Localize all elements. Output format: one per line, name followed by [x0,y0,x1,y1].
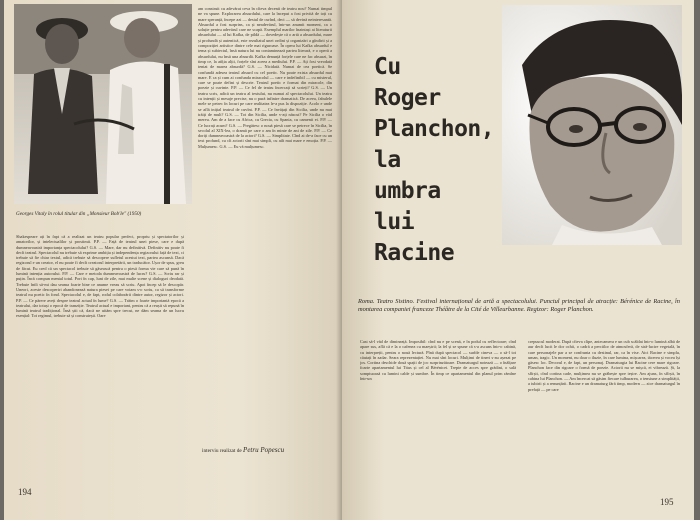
left-page [4,0,342,520]
left-column-b: am construit cu adevărat ceva în cîteva decenii de teatru nou? Numai timpul ne va spune. Explorarea absurdului, care la început a fost privită de toți cu mare speranță, începe azi — destul de curînd, deci — să devină neinteresantă. Absurdul a fost surprins, ca și neadevărul, într-un anumit moment, ca o soluție pentru adevărul care ne scapă. Exemplul marilor înaintași ai literaturii absurdului — al lui Kafka, de pildă — dovedește că o artă a absurdului, mare și profundă și autentică, este rezultatul unei ordini și organizări a gîndirii și a compoziției artistice dintre cele mai riguroase. În opera lui Kafka absurdul e tema și subiectul, însă natura lui nu contaminează partea literară, e o operă a absurdului, nu însă una absurdă. Kafka denunță forțele care ne fac absurzi, în timp ce, la atîția alții, forțele sînt aceea a mediului. P.P. — Ați fost vreodată tentat de marea absurdă? G.S. — Nicidată. Numai de cea poetică. Se confundă adesea teatrul absurd cu cel poetic. Nu poate exista absurdul mai mare. E ca și cum ai confunda miracolul — care e indefinibil — cu misterul, care se poate defini și descrie. Teatrul poetic e format din miracole, din poezie și cuvinte. P.P. — Ce fel de teatru încercați să scrieți? G.S. — Un teatru scris, adică un teatru al textului, nu numai al spectacolului. Un teatru cu intenții și mesaje precise, nu o pură infinire dramatică. De aceea, fabulele mele se petrec în locuri pe care realitatea le-a pus la dispoziție. Acolo e unde se află inițial teatrul de cuvînt. P.P. — Ce învățați din Sicilia, unde nu mai trăiți de mult? G.S. — Tot din Sicilia, unde v-ați născut? Pe Sicilia o văd mereu. Am de a face cu Africa, cu Grecia, cu Spania, cu oamenii ei. P.P. — Ce lucrați acum? G.S. — Pregătesc o nouă piesă care se petrece în Sicilia, în secolul al XIX-lea, o dramă pe care o am în minte de ani de zile. P.P. — Ce doriți dumneavoastră de la actori? G.S. — Simplitate. Cînd ai de-a face cu un text profund, cu cît actorii sînt mai simpli, cu atît mai mare e emoția. P.P. — Mulțumesc. G.S. — Eu vă mulțumesc. [198,6,332,149]
title-line: umbra [374,178,441,204]
interview-signature [202,446,332,454]
left-column-a: Shakespeare ați în fapt că a realizat un teatru popular perfect, propriu și spectatorilor și amatorilor, și intelectualilor și prostimii. P.P. — Față de teatrul unei piese, care e după dumneavoastră importanța spectacolului? G.S. — Mare, dar nu definitivă. Definitiv nu poate fi decît teatrul. Spectacolul nu trebuie să exprime ambiția și independența regizorului față de text, ci trebuie să fie chiar textul, adică trebuie să descopere sufletul acestui text, partea ascunsă. Dacă regizorul e un creator, el nu poate fi decît creatorul interpretării, un traducător. Ușor de spus, greu de făcut. Eu cred că un spectacol trebuie să găsească pentru o piesă forma vie care să pună în lumină intenția autorului. P.P. — Care e metoda dumneavoastră de lucru? G.S. — Scriu rar și puțin. Încă compun mental totul. Port în cap, luni de zile, mai multe scene și dialoguri deodată. Trebuie întîi să-mi dau seama foarte bine ce anume vreau să scriu. Apoi încep să le descopăr. Uneori, aceste descoperiri abandonează natura piesei pe care voiam s-o scriu, ca să transforme teatrul nu poetic în fond. Spectacolul e, de fapt, rodul colaborării dintre autor, regizor și actori. P.P. — Ce părere aveți despre teatrul actual în lume? G.S. — Trăim o foarte importantă epocă a teatrului, dar totuși o epocă de tranziție. Teatrul actual e important, pentru că a reușit să repună în lumină teatrul tradițional. Însă știi că, dacă ne uităm spre trecut, ne dăm seama de un lucru esențial: Tot regimul, trebuie să și construiești. Oare [16,234,184,319]
right-column-b: crepuscul moderat. După cîteva clipe, antecamera e un cub scăldat într-o lumină albă de aur decît lucit le dor ochii, o cadră a perciilor de atmosferă, de stră-lucire vegetală, în care personajele par a se confrunta cu destinul, rar, ca în vise. Aici Racine e simplu, uman, tragic. Un moment, nu doar o iluzie, în care lumina, mișcarea, tăcerea și vocea își găsesc loc. Decorul e, de fapt, un personaj. Dramaturgia lui Racine cere mare rigoare. Planchon face din rigoare o formă de poezie. Actorii nu se mișcă, ei vibrează. Și, la sfîrșit, cînd cortina cade, mulțimea nu se grăbește spre ieșire. Am ajuns, în sfîrșit, în cabina lui Planchon. — Am încercat să găsim fiecare tulburarea, o tensiune a simplității, a iubirii și a renunțării. Racine e un dramaturg fără timp, modern — zice dramaturgul în prefață — pe care [528,339,680,392]
title-line: lui [374,209,415,235]
title-line: Racine [374,240,455,266]
signature-prefix: interviu realizat de [202,448,242,454]
title-line: Cu [374,54,401,80]
signature-author: Petru Popescu [243,446,285,454]
title-line: Roger [374,85,441,111]
article-intro: Roma. Teatro Sistino. Festival internațional de artă a spectacolului. Punctul principal de atracție: Bérénice de Racine, în montarea companiei franceze Théâtre de la Cité de Villeurbanne. Regizor: Roger Planchon. [358,298,680,314]
title-line: la [374,147,401,173]
right-column-a: Cast să-l văd de dimineață. Imposibil: cînd nu e pe scenă, e în podul cu reflectoare; cînd apare sus, află că e la o cafenea cu maeștrii; la fel și se spune că s-a ascuns într-o cabină, cu interpreții, pentru o nouă lectură. Pînă după spectacol — surîde cineva — o să-l tot căutați în zadar. Seara reprezentației. Nu mai sînt locuri. Mulțimi de tineri s-au așezat pe jos. Cortina deschide două spații de joc surprinzătoare. Dramaturgul notează — o înălțare foarte apartamentul lui Titus și cel al Bérénicei. Trepte de acces spre grădini, o sală somptuoasă cu lumini calde și sumbre. În timp ce apartamentul din planul prim rămîne într-un [360,339,516,382]
right-page [342,0,694,520]
planchon-portrait-image [502,5,682,245]
planchon-portrait [502,5,682,245]
page-number-left: 194 [18,487,32,497]
page-number-right: 195 [660,497,674,507]
actor-photo-image [14,4,192,204]
title-line: Planchon, [374,116,495,142]
photo-caption: Georges Vitaly în rolul titular din „Monsieur Bob'le" (1950) [16,211,142,217]
article-title [374,52,494,269]
actor-photo [14,4,192,204]
